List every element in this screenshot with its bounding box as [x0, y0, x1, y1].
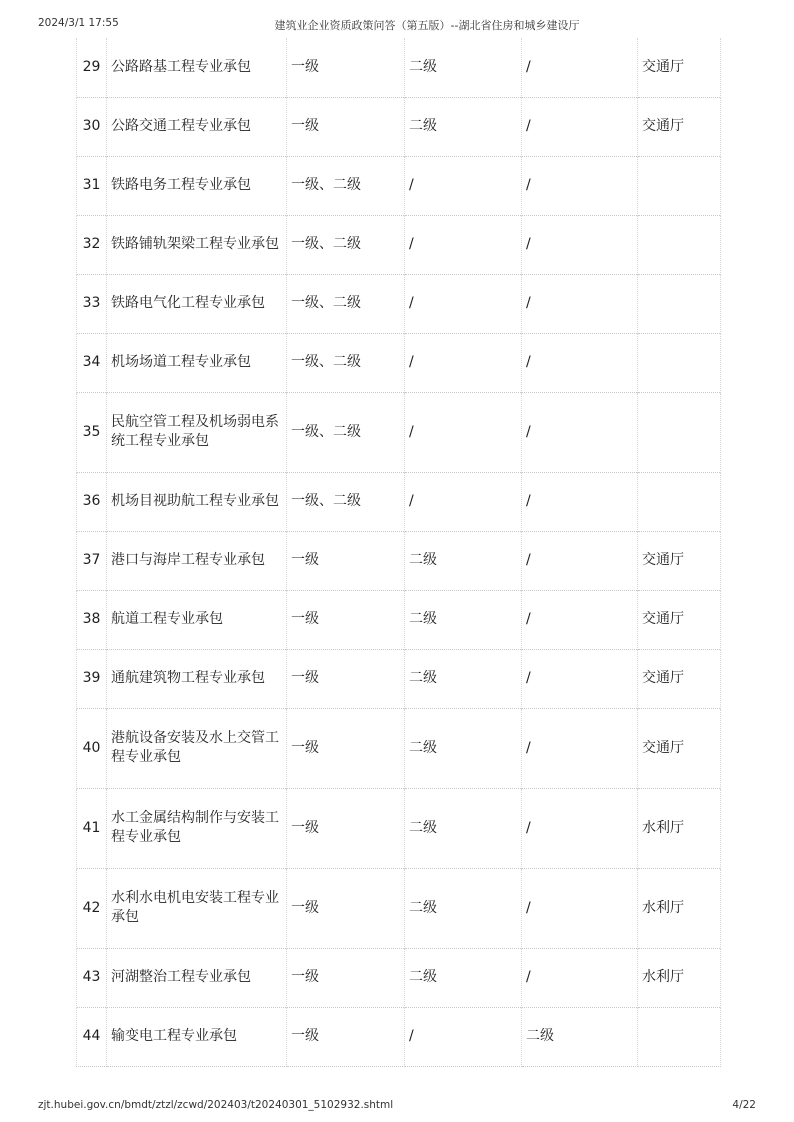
department	[638, 156, 721, 215]
grade-col-1: 一级、二级	[287, 274, 405, 333]
department: 水利厅	[638, 948, 721, 1007]
department	[638, 215, 721, 274]
page-title: 建筑业企业资质政策问答（第五版）--湖北省住房和城乡建设厅	[274, 19, 580, 32]
grade-col-2: /	[405, 333, 522, 392]
grade-col-3: /	[522, 948, 638, 1007]
row-number: 29	[77, 38, 107, 97]
table-row	[77, 788, 721, 868]
grade-col-3: /	[522, 649, 638, 708]
department	[638, 392, 721, 472]
grade-col-3: /	[522, 38, 638, 97]
grade-col-2: 二级	[405, 649, 522, 708]
table-row	[77, 274, 721, 333]
grade-col-3: /	[522, 531, 638, 590]
qualification-name: 通航建筑物工程专业承包	[107, 649, 287, 708]
department: 水利厅	[638, 868, 721, 948]
table-row	[77, 868, 721, 948]
department	[638, 333, 721, 392]
department	[638, 274, 721, 333]
department: 交通厅	[638, 649, 721, 708]
grade-col-1: 一级、二级	[287, 333, 405, 392]
qualification-name: 港航设备安装及水上交管工程专业承包	[107, 708, 287, 788]
grade-col-3: /	[522, 708, 638, 788]
department: 交通厅	[638, 38, 721, 97]
grade-col-3: /	[522, 788, 638, 868]
row-number: 31	[77, 156, 107, 215]
grade-col-2: 二级	[405, 97, 522, 156]
table-row	[77, 531, 721, 590]
table-row	[77, 215, 721, 274]
qualification-name: 铁路电气化工程专业承包	[107, 274, 287, 333]
grade-col-3: /	[522, 868, 638, 948]
grade-col-3: /	[522, 590, 638, 649]
grade-col-1: 一级	[287, 590, 405, 649]
qualification-name: 民航空管工程及机场弱电系统工程专业承包	[107, 392, 287, 472]
grade-col-2: 二级	[405, 788, 522, 868]
grade-col-2: 二级	[405, 590, 522, 649]
row-number: 41	[77, 788, 107, 868]
row-number: 30	[77, 97, 107, 156]
page-url: zjt.hubei.gov.cn/bmdt/ztzl/zcwd/202403/t20240301_5102932.shtml	[38, 1099, 394, 1111]
department	[638, 472, 721, 531]
table-row	[77, 472, 721, 531]
table-row	[77, 649, 721, 708]
grade-col-1: 一级、二级	[287, 472, 405, 531]
row-number: 44	[77, 1007, 107, 1066]
department: 水利厅	[638, 788, 721, 868]
grade-col-2: /	[405, 215, 522, 274]
qualification-name: 河湖整治工程专业承包	[107, 948, 287, 1007]
grade-col-1: 一级	[287, 649, 405, 708]
row-number: 34	[77, 333, 107, 392]
qualification-name: 公路交通工程专业承包	[107, 97, 287, 156]
row-number: 37	[77, 531, 107, 590]
qualification-name: 铁路电务工程专业承包	[107, 156, 287, 215]
grade-col-3: /	[522, 156, 638, 215]
department: 交通厅	[638, 708, 721, 788]
row-number: 38	[77, 590, 107, 649]
department	[638, 1007, 721, 1066]
grade-col-1: 一级	[287, 948, 405, 1007]
grade-col-2: 二级	[405, 708, 522, 788]
department: 交通厅	[638, 97, 721, 156]
qualification-name: 输变电工程专业承包	[107, 1007, 287, 1066]
table-row	[77, 97, 721, 156]
row-number: 39	[77, 649, 107, 708]
grade-col-1: 一级、二级	[287, 156, 405, 215]
row-number: 40	[77, 708, 107, 788]
table-row	[77, 948, 721, 1007]
table-row	[77, 590, 721, 649]
grade-col-1: 一级	[287, 531, 405, 590]
grade-col-1: 一级	[287, 868, 405, 948]
qualification-name: 公路路基工程专业承包	[107, 38, 287, 97]
grade-col-2: 二级	[405, 948, 522, 1007]
qualification-table	[76, 38, 721, 1067]
grade-col-3: /	[522, 97, 638, 156]
table-body	[77, 38, 721, 1066]
grade-col-2: 二级	[405, 38, 522, 97]
qualification-name: 航道工程专业承包	[107, 590, 287, 649]
grade-col-2: /	[405, 1007, 522, 1066]
qualification-name: 水利水电机电安装工程专业承包	[107, 868, 287, 948]
grade-col-1: 一级	[287, 38, 405, 97]
grade-col-3: 二级	[522, 1007, 638, 1066]
table-row	[77, 708, 721, 788]
department: 交通厅	[638, 590, 721, 649]
grade-col-3: /	[522, 392, 638, 472]
grade-col-1: 一级、二级	[287, 215, 405, 274]
department: 交通厅	[638, 531, 721, 590]
row-number: 42	[77, 868, 107, 948]
row-number: 33	[77, 274, 107, 333]
grade-col-1: 一级、二级	[287, 392, 405, 472]
row-number: 32	[77, 215, 107, 274]
row-number: 43	[77, 948, 107, 1007]
qualification-name: 水工金属结构制作与安装工程专业承包	[107, 788, 287, 868]
qualification-name: 港口与海岸工程专业承包	[107, 531, 287, 590]
grade-col-3: /	[522, 215, 638, 274]
grade-col-3: /	[522, 274, 638, 333]
row-number: 35	[77, 392, 107, 472]
table-row	[77, 156, 721, 215]
table-row	[77, 1007, 721, 1066]
grade-col-2: /	[405, 472, 522, 531]
grade-col-1: 一级	[287, 788, 405, 868]
grade-col-2: 二级	[405, 868, 522, 948]
row-number: 36	[77, 472, 107, 531]
print-datetime: 2024/3/1 17:55	[38, 17, 119, 29]
grade-col-2: /	[405, 156, 522, 215]
grade-col-2: /	[405, 274, 522, 333]
qualification-name: 机场目视助航工程专业承包	[107, 472, 287, 531]
table-row	[77, 38, 721, 97]
grade-col-3: /	[522, 333, 638, 392]
page-number: 4/22	[732, 1099, 756, 1111]
qualification-name: 机场场道工程专业承包	[107, 333, 287, 392]
grade-col-3: /	[522, 472, 638, 531]
qualification-name: 铁路铺轨架梁工程专业承包	[107, 215, 287, 274]
table-row	[77, 333, 721, 392]
table-row	[77, 392, 721, 472]
grade-col-2: 二级	[405, 531, 522, 590]
grade-col-1: 一级	[287, 708, 405, 788]
grade-col-1: 一级	[287, 97, 405, 156]
grade-col-2: /	[405, 392, 522, 472]
grade-col-1: 一级	[287, 1007, 405, 1066]
